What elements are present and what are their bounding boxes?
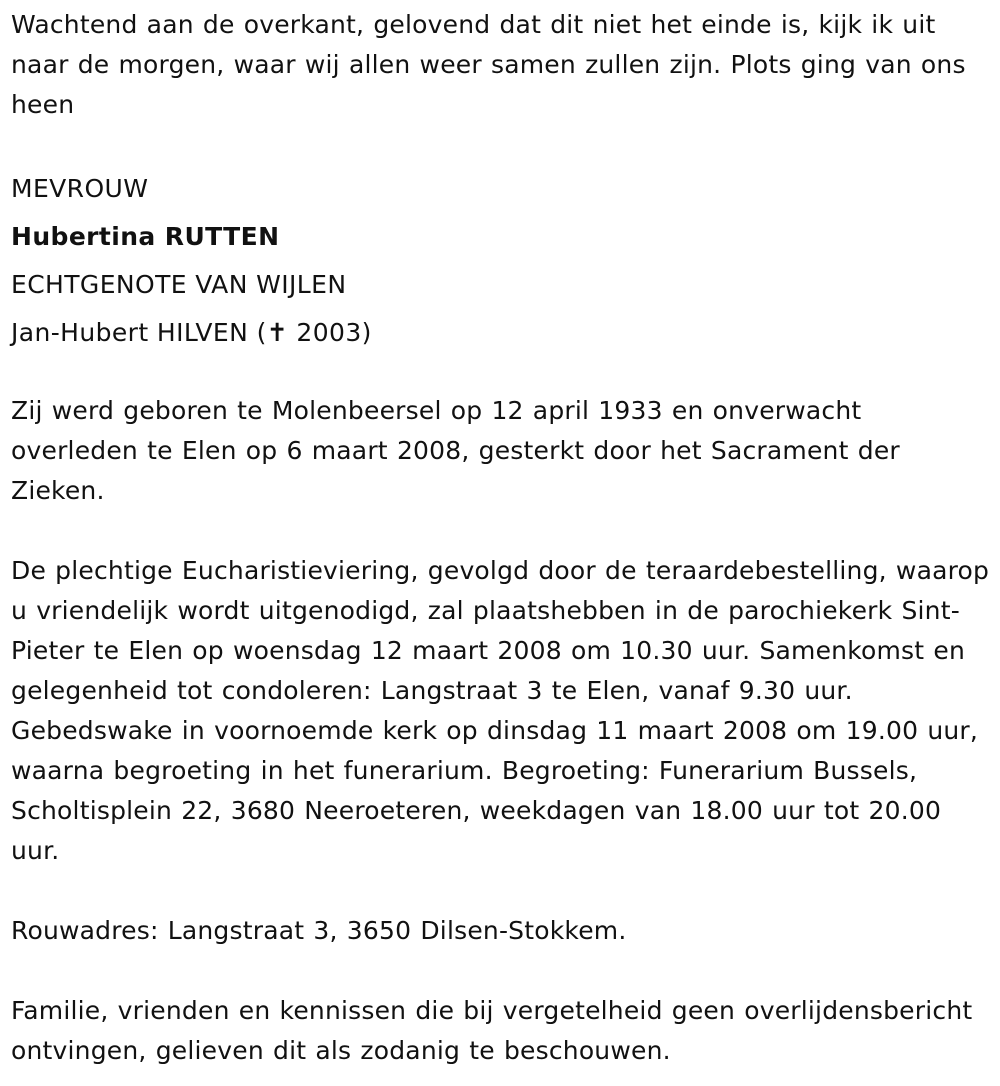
ceremony-paragraph: De plechtige Eucharistieviering, gevolgd door de teraardebestelling, waarop u vriendelijk wordt uitgenodigd, zal plaatshebben in de parochiekerk Sint-Pieter te Elen op woensdag 12 maart 2008 om 10.30 uur. Samenkomst en gelegenheid tot condoleren: Langstraat 3 te Elen, vanaf 9.30 uur. Gebedswake in voornoemde kerk op dinsdag 11 maart 2008 om 19.00 uur, waarna begroeting in het funerarium. Begroeting: Funerarium Bussels, Scholtisplein 22, 3680 Neeroeteren, weekdagen van 18.00 uur tot 20.00 uur.	[11, 556, 990, 865]
obituary-document	[11, 5, 991, 1071]
spacer	[11, 511, 991, 551]
spouse-name: Jan-Hubert HILVEN (✝ 2003)	[11, 318, 372, 347]
spacer	[11, 951, 991, 991]
address-paragraph: Rouwadres: Langstraat 3, 3650 Dilsen-Stokkem.	[11, 916, 627, 945]
relation-label: ECHTGENOTE VAN WIJLEN	[11, 270, 347, 299]
honorific: MEVROUW	[11, 174, 149, 203]
deceased-identity	[11, 165, 991, 357]
birth-death-paragraph: Zij werd geboren te Molenbeersel op 12 april 1933 en onverwacht overleden te Elen op 6 maart 2008, gesterkt door het Sacrament der Zieken.	[11, 396, 900, 505]
closing-paragraph: Familie, vrienden en kennissen die bij vergetelheid geen overlijdensbericht ontvingen, gelieven dit als zodanig te beschouwen.	[11, 996, 973, 1065]
spacer	[11, 357, 991, 391]
deceased-name: Hubertina RUTTEN	[11, 222, 280, 251]
intro-paragraph: Wachtend aan de overkant, gelovend dat dit niet het einde is, kijk ik uit naar de morgen, waar wij allen weer samen zullen zijn. Plots ging van ons heen	[11, 10, 966, 119]
spacer	[11, 125, 991, 165]
spacer	[11, 871, 991, 911]
